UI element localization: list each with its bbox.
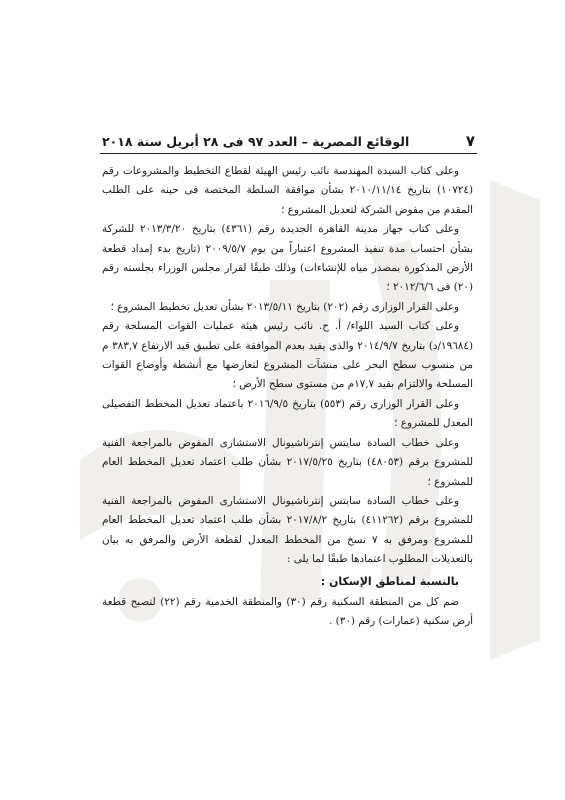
header-divider <box>100 153 477 154</box>
paragraph: وعلى كتاب جهاز مدينة القاهرة الجديدة رقم (٤٣٦١) بتاريخ ٢٠١٣/٣/٢٠ للشركة بشأن احتساب مدة تنفيذ المشروع اعتباراً من يوم ٢٠٠٩/٥/٧ (تاريخ بدء إمداد قطعة الأرض المذكورة بمصدر مياه للإنشاءات) وذلك طبقًا لقرار مجلس الوزراء بجلسته رقم (٢٠) فى ٢٠١٢/٦/٦ ؛ <box>102 223 473 294</box>
paragraph: وعلى خطاب السادة سايتس إنترناشيونال الاستشارى المفوض بالمراجعة الفنية للمشروع برقم (٤١١٢٦٢) بتاريخ ٢٠١٧/٨/٢ بشأن طلب اعتماد تعديل المخطط العام للمشروع ومرفق به ٧ نسخ من المخطط المعدل لقطعة الأرض والمرفق به بيان بالتعديلات المطلوب اعتمادها طبقًا لما يلى : <box>102 494 474 566</box>
paragraph: وعلى كتاب السيد اللواء/ أ. ح. نائب رئيس هيئة عمليات القوات المسلحة رقم (١٩٦٨٤/د) بتاريخ ٢٠١٤/٩/٧ والذى يفيد بعدم الموافقة على تطبيق قيد الارتفاع ٣٨٣,٧ م من منسوب سطح البحر على منشآت المشروع لتعارضها مع أنشطة وأوضاع القوات المسلحة والالتزام بقيد ١٧,٧م من مستوى سطح الأرض ؛ <box>102 320 473 391</box>
paragraph: وعلى كتاب السيدة المهندسة نائب رئيس الهيئة لقطاع التخطيط والمشروعات رقم (١٠٧٢٤) بتاريخ ٢٠١٠/١١/١٤ بشأن موافقة السلطة المختصة فى حينه على الطلب المقدم من مفوض الشركة لتعديل المشروع ؛ <box>102 165 473 216</box>
page-header <box>102 130 475 152</box>
gazette-title: الوقائع المصرية – العدد ٩٧ فى ٢٨ أبريل سنة ٢٠١٨ <box>102 133 410 149</box>
paragraph: ضم كل من المنطقة السكنية رقم (٣٠) والمنطقة الخدمية رقم (٢٢) لتصبح قطعة أرض سكنية (عمارات) رقم (٣٠) . <box>102 595 473 628</box>
paragraph: وعلى خطاب السادة سايتس إنترناشيونال الاستشارى المفوض بالمراجعة الفنية للمشروع برقم (٤٨٠٥٣) بتاريخ ٢٠١٧/٥/٢٥ بشأن طلب اعتماد تعديل المخطط العام للمشروع ؛ <box>102 436 473 488</box>
section-heading: بالنسبة لمناطق الإسكان : <box>320 574 459 588</box>
paragraph: وعلى القرار الوزارى رقم (٥٥٣) بتاريخ ٢٠١٦/٩/٥ باعتماد تعديل المخطط التفصيلى المعدل للمشروع ؛ <box>102 397 473 430</box>
page-number: ٧ <box>465 132 475 150</box>
paragraph: وعلى القرار الوزارى رقم (٢٠٢) بتاريخ ٢٠١٣/٥/١١ بشأن تعديل تخطيط المشروع ؛ <box>110 300 459 313</box>
document-body <box>102 162 473 632</box>
